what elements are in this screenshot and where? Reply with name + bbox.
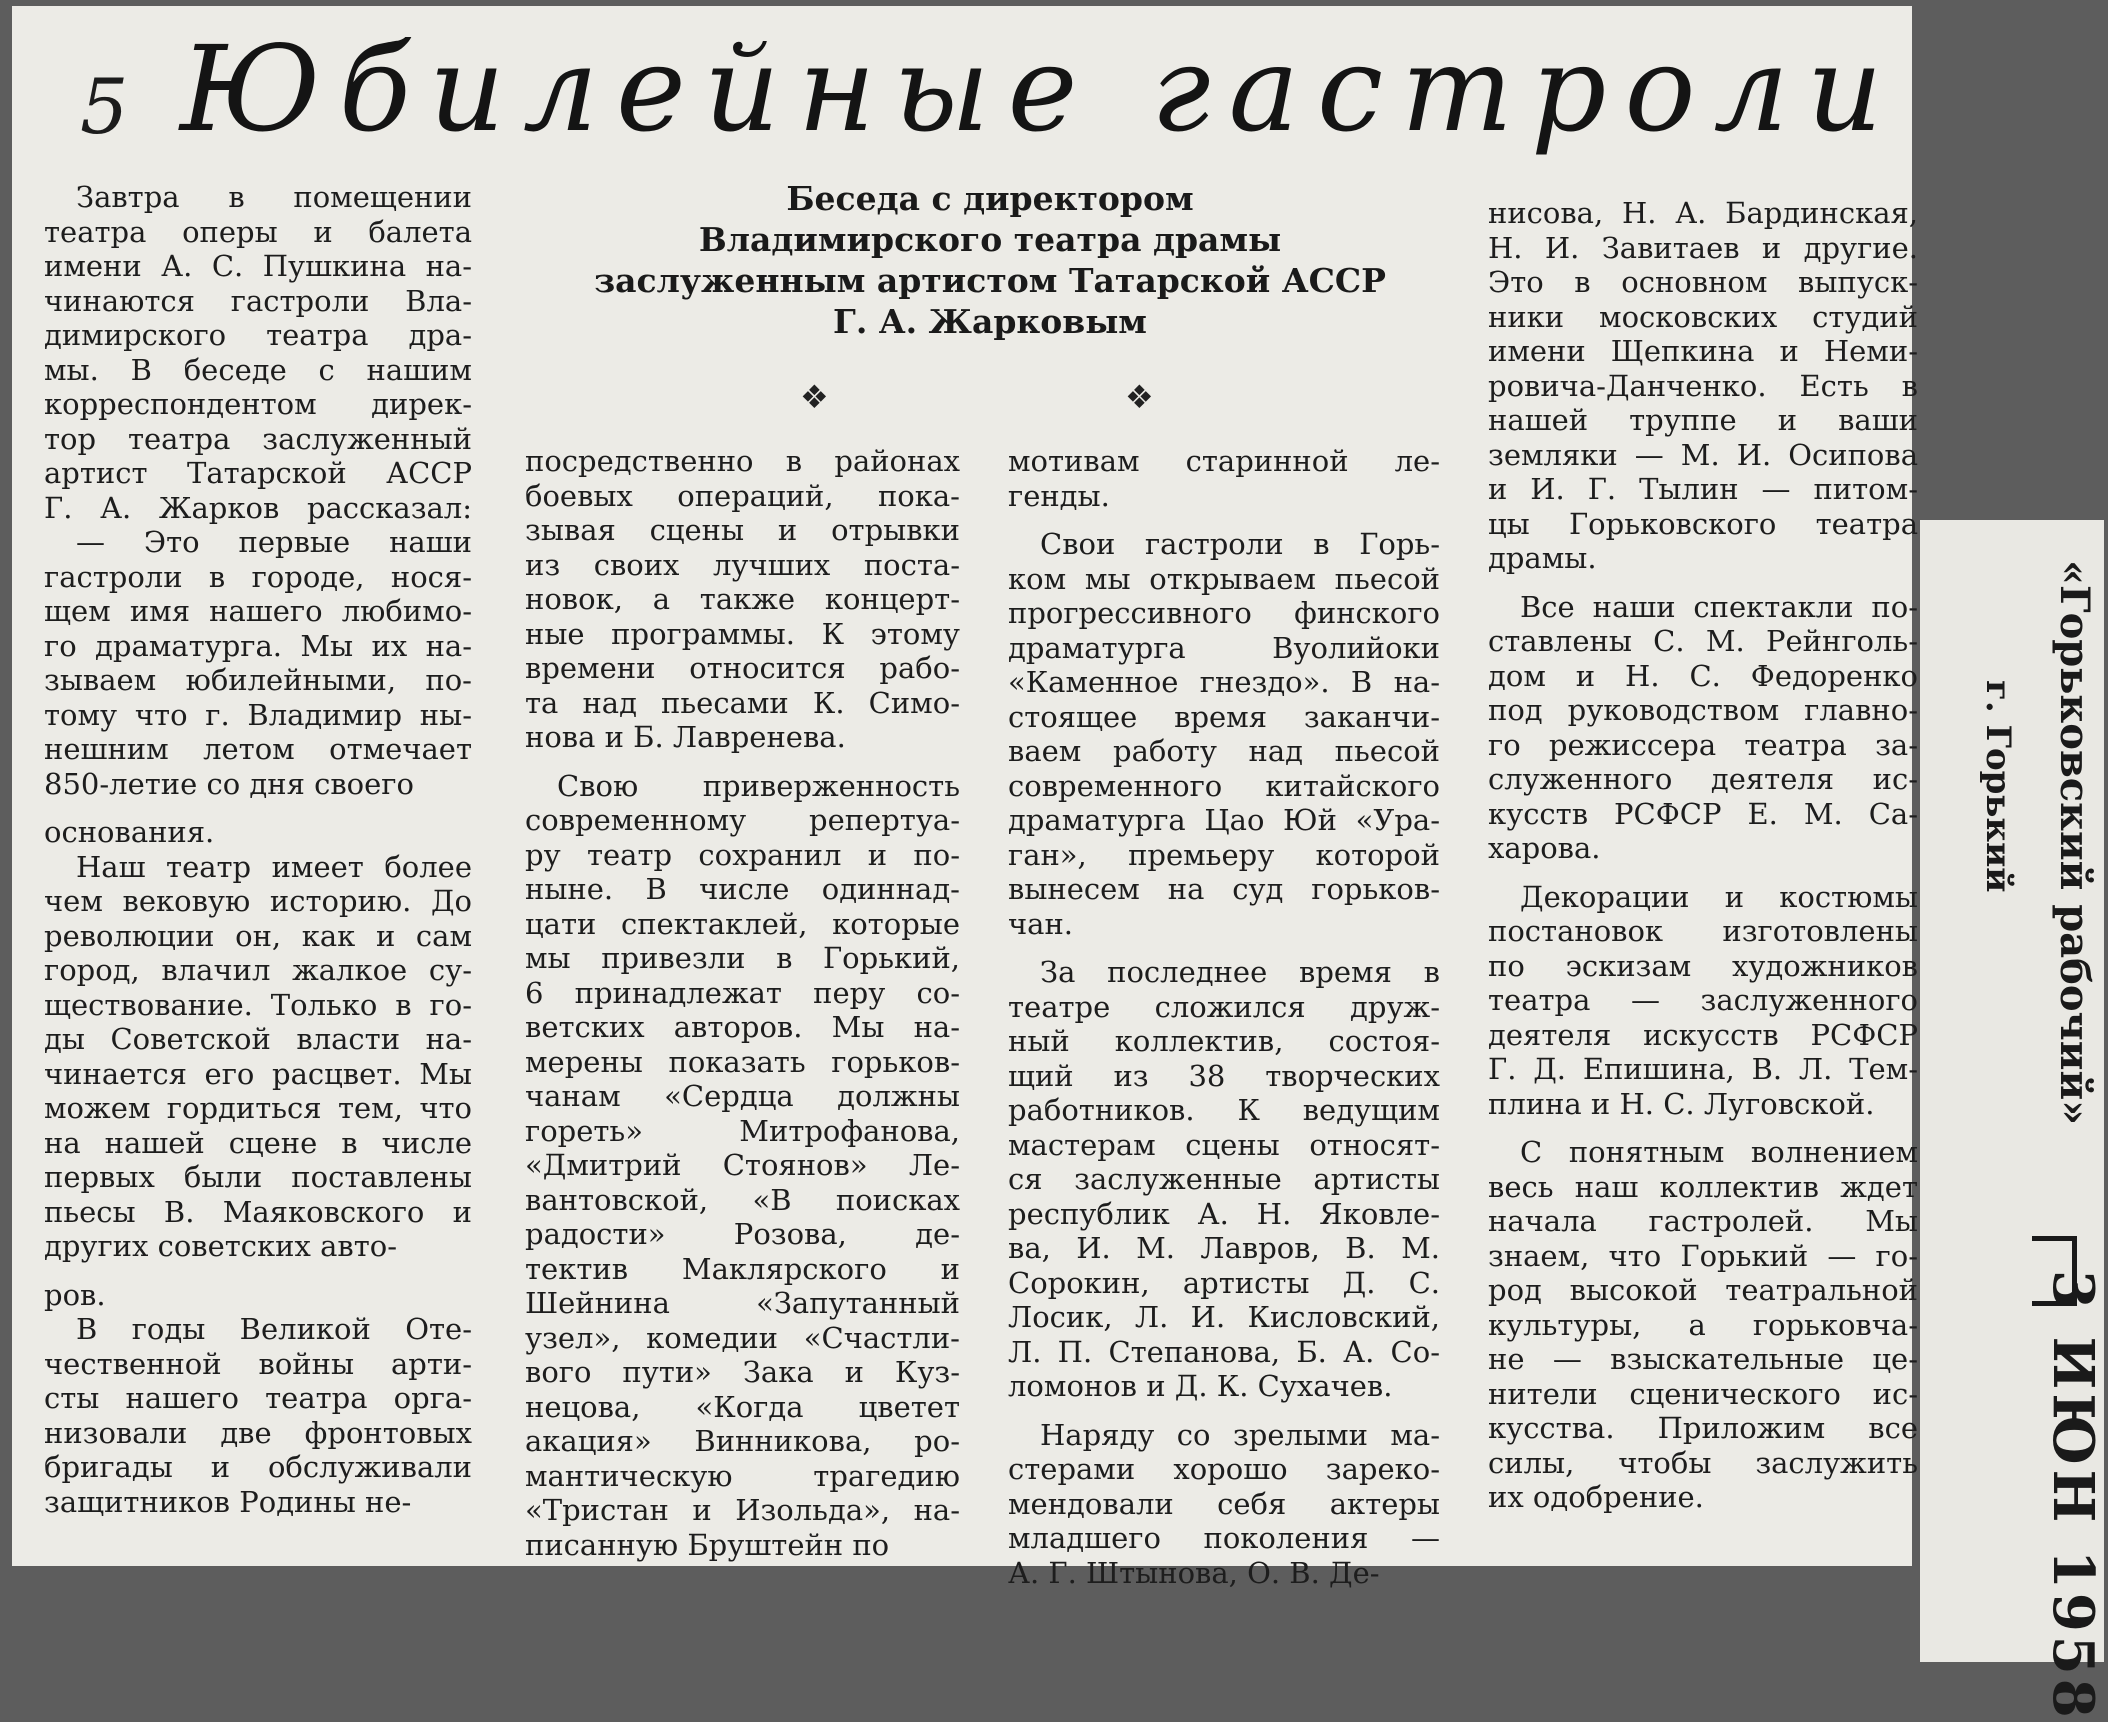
text-line: ный коллектив, состоя- bbox=[1008, 1024, 1440, 1058]
text-line: ган», премьеру которой bbox=[1008, 837, 1440, 872]
text-line: вантовской, «В поисках bbox=[525, 1182, 960, 1217]
text-line: знаем, что Горький — го- bbox=[1488, 1238, 1918, 1273]
text-line: димирского театра дра- bbox=[44, 318, 472, 352]
text-line: Наряду со зрелыми ма- bbox=[1040, 1417, 1440, 1452]
text-line: их одобрение. bbox=[1488, 1480, 1704, 1514]
text-line: ровича-Данченко. Есть в bbox=[1488, 368, 1918, 403]
text-line: Завтра в помещении bbox=[76, 180, 472, 214]
text-line: та над пьесами К. Симо- bbox=[525, 685, 960, 720]
text-line: акация» Винникова, ро- bbox=[525, 1424, 960, 1458]
text-line: других советских авто- bbox=[44, 1229, 397, 1263]
paragraph-gap bbox=[1008, 1404, 1440, 1418]
text-line: тектив Маклярского и bbox=[525, 1251, 960, 1286]
text-line: ники московских студий bbox=[1488, 299, 1918, 334]
text-line: Декорации и костюмы bbox=[1520, 879, 1918, 914]
text-line: ставлены С. М. Рейнголь- bbox=[1488, 624, 1918, 658]
text-line: посредственно в районах bbox=[525, 444, 960, 478]
text-line: ломонов и Д. К. Сухачев. bbox=[1008, 1369, 1393, 1403]
text-line: начала гастролей. Мы bbox=[1488, 1204, 1918, 1238]
text-line: Н. И. Завитаев и другие. bbox=[1488, 230, 1918, 265]
paragraph-gap bbox=[1488, 866, 1918, 880]
text-line: «Тристан и Изольда», на- bbox=[525, 1493, 960, 1527]
text-line: плина и Н. С. Луговской. bbox=[1488, 1086, 1875, 1121]
subhead-line: Беседа с директором bbox=[786, 179, 1194, 218]
text-line: драмы. bbox=[1488, 541, 1597, 575]
text-line: чинаются гастроли Вла- bbox=[44, 283, 472, 318]
text-line: артист Татарской АССР bbox=[44, 456, 472, 490]
text-line: 6 принадлежат перу со- bbox=[525, 975, 960, 1010]
text-line: нешним летом отмечает bbox=[44, 732, 472, 766]
text-line: боевых операций, пока- bbox=[525, 478, 960, 513]
text-line: — Это первые наши bbox=[76, 525, 472, 559]
text-line: мендовали себя актеры bbox=[1008, 1486, 1440, 1521]
text-line: Л. П. Степанова, Б. А. Со- bbox=[1008, 1334, 1440, 1369]
headline-text: Юбилейные гастроли bbox=[180, 20, 1901, 158]
text-line: революции он, как и сам bbox=[44, 918, 472, 953]
text-line: нисова, Н. А. Бардинская, bbox=[1488, 196, 1918, 230]
text-line: корреспондентом дирек- bbox=[44, 387, 472, 421]
text-line: цати спектаклей, которые bbox=[525, 906, 960, 941]
text-line: «Дмитрий Стоянов» Ле- bbox=[525, 1148, 960, 1182]
text-line: кусства. Приложим все bbox=[1488, 1411, 1918, 1445]
text-line: Свою приверженность bbox=[557, 768, 960, 803]
text-line: имени Щепкина и Неми- bbox=[1488, 334, 1918, 368]
text-line: гореть» Митрофанова, bbox=[525, 1113, 960, 1148]
paragraph-gap bbox=[1488, 576, 1918, 590]
text-line: не — взыскательные це- bbox=[1488, 1342, 1918, 1376]
text-line: прогрессивного финского bbox=[1008, 596, 1440, 630]
text-line: бригады и обслуживали bbox=[44, 1450, 472, 1484]
text-line: чинается его расцвет. Мы bbox=[44, 1056, 472, 1091]
subhead-line: Г. А. Жарковым bbox=[833, 302, 1147, 341]
text-line: «Каменное гнездо». В на- bbox=[1008, 665, 1440, 699]
text-line: Свои гастроли в Горь- bbox=[1040, 527, 1440, 561]
article-headline bbox=[180, 20, 1901, 158]
text-line: цы Горьковского театра bbox=[1488, 506, 1918, 541]
text-line: 850-летие со дня своего bbox=[44, 766, 414, 801]
text-line: мы. В беседе с нашим bbox=[44, 352, 472, 387]
text-line: радости» Розова, де- bbox=[525, 1217, 960, 1251]
text-line: Все наши спектакли по- bbox=[1520, 589, 1918, 624]
text-line: ваем работу над пьесой bbox=[1008, 734, 1440, 768]
text-line: мы привезли в Горький, bbox=[525, 941, 960, 975]
text-line: защитников Родины не- bbox=[44, 1484, 412, 1519]
column-2 bbox=[525, 444, 960, 1562]
column-4 bbox=[1488, 196, 1918, 1515]
text-line: времени относится рабо- bbox=[525, 651, 960, 685]
text-line: ществование. Только в го- bbox=[44, 987, 472, 1022]
text-line: го драматурга. Мы их на- bbox=[44, 628, 472, 663]
paragraph-gap bbox=[1008, 513, 1440, 527]
text-line: тор театра заслуженный bbox=[44, 421, 472, 456]
text-line: драматурга Вуолийоки bbox=[1008, 630, 1440, 665]
text-line: новок, а также концерт- bbox=[525, 582, 960, 616]
text-line: из своих лучших поста- bbox=[525, 547, 960, 582]
text-line: первых были поставлены bbox=[44, 1160, 472, 1194]
text-line: ды Советской власти на- bbox=[44, 1022, 472, 1056]
text-line: весь наш коллектив ждет bbox=[1488, 1169, 1918, 1204]
text-line: земляки — М. И. Осипова bbox=[1488, 437, 1918, 472]
text-line: Г. А. Жарков рассказал: bbox=[44, 490, 472, 525]
text-line: пьесы В. Маяковского и bbox=[44, 1194, 472, 1229]
subhead-line: заслуженным артистом Татарской АССР bbox=[594, 261, 1386, 300]
text-line: Наш театр имеет более bbox=[76, 849, 472, 884]
text-line: театра оперы и балета bbox=[44, 214, 472, 249]
text-line: деятеля искусств РСФСР bbox=[1488, 1017, 1918, 1052]
text-line: С понятным волнением bbox=[1520, 1135, 1918, 1169]
column-1 bbox=[44, 180, 472, 1519]
text-line: Лосик, Л. И. Кисловский, bbox=[1008, 1300, 1440, 1334]
text-line: театре сложился друж- bbox=[1008, 989, 1440, 1024]
text-line: щий из 38 творческих bbox=[1008, 1058, 1440, 1093]
text-line: ныне. В числе одиннад- bbox=[525, 872, 960, 906]
text-line: Шейнина «Запутанный bbox=[525, 1286, 960, 1320]
text-line: мерены показать горьков- bbox=[525, 1044, 960, 1079]
text-line: вынесем на суд горьков- bbox=[1008, 872, 1440, 906]
text-line: А. Г. Штынова, О. В. Де- bbox=[1008, 1555, 1380, 1590]
text-line: ком мы открываем пьесой bbox=[1008, 561, 1440, 596]
text-line: ров. bbox=[44, 1277, 106, 1312]
text-line: Г. Д. Епишина, В. Л. Тем- bbox=[1488, 1052, 1918, 1086]
text-line: мантическую трагедию bbox=[525, 1458, 960, 1493]
text-line: генды. bbox=[1008, 478, 1110, 513]
text-line: по эскизам художников bbox=[1488, 948, 1918, 983]
text-line: постановок изготовлены bbox=[1488, 914, 1918, 948]
text-line: ру театр сохранил и по- bbox=[525, 837, 960, 872]
text-line: За последнее время в bbox=[1040, 955, 1440, 989]
text-line: служенного деятеля ис- bbox=[1488, 762, 1918, 796]
text-line: нашей труппе и ваши bbox=[1488, 403, 1918, 437]
text-line: писанную Бруштейн по bbox=[525, 1527, 890, 1562]
text-line: ся заслуженные артисты bbox=[1008, 1162, 1440, 1196]
text-line: работников. К ведущим bbox=[1008, 1093, 1440, 1127]
column-3 bbox=[1008, 444, 1440, 1590]
text-line: род высокой театральной bbox=[1488, 1273, 1918, 1307]
text-line: сты нашего театра орга- bbox=[44, 1381, 472, 1415]
text-line: нители сценического ис- bbox=[1488, 1376, 1918, 1411]
text-line: харова. bbox=[1488, 831, 1601, 865]
paragraph-gap bbox=[1488, 1121, 1918, 1135]
text-line: стоящее время заканчи- bbox=[1008, 699, 1440, 734]
text-line: имени А. С. Пушкина на- bbox=[44, 249, 472, 283]
text-line: чан. bbox=[1008, 906, 1074, 941]
text-line: тому что г. Владимир ны- bbox=[44, 697, 472, 732]
text-line: вого пути» Зака и Куз- bbox=[525, 1355, 960, 1389]
text-line: современному репертуа- bbox=[525, 803, 960, 837]
text-line: узел», комедии «Счастли- bbox=[525, 1320, 960, 1355]
text-line: кусств РСФСР Е. М. Са- bbox=[1488, 796, 1918, 831]
text-line: чественной войны арти- bbox=[44, 1346, 472, 1381]
text-line: го режиссера театра за- bbox=[1488, 727, 1918, 762]
text-line: и И. Г. Тылин — питом- bbox=[1488, 472, 1918, 506]
text-line: город, влачил жалкое су- bbox=[44, 953, 472, 987]
text-line: силы, чтобы заслужить bbox=[1488, 1445, 1918, 1480]
stamp-date: 3 ИЮН 1958 bbox=[2040, 1270, 2106, 1722]
text-line: мотивам старинной ле- bbox=[1008, 444, 1440, 478]
text-line: Сорокин, артисты Д. С. bbox=[1008, 1265, 1440, 1300]
ornament-left: ❖ bbox=[800, 378, 829, 416]
text-line: низовали две фронтовых bbox=[44, 1415, 472, 1450]
article-subhead bbox=[510, 178, 1470, 342]
text-line: театра — заслуженного bbox=[1488, 983, 1918, 1017]
text-line: гастроли в городе, нося- bbox=[44, 559, 472, 594]
text-line: основания. bbox=[44, 815, 215, 849]
text-line: дом и Н. С. Федоренко bbox=[1488, 658, 1918, 693]
text-line: зывая сцены и отрывки bbox=[525, 513, 960, 547]
text-line: культуры, а горьковча- bbox=[1488, 1307, 1918, 1342]
stamp-newspaper-name: «Горьковский рабочий» bbox=[2051, 560, 2098, 1126]
text-line: мастерам сцены относят- bbox=[1008, 1127, 1440, 1162]
ornament-right: ❖ bbox=[1125, 378, 1154, 416]
text-line: чем вековую историю. До bbox=[44, 884, 472, 918]
text-line: нецова, «Когда цветет bbox=[525, 1389, 960, 1424]
text-line: Это в основном выпуск- bbox=[1488, 265, 1918, 299]
page-number: 5 bbox=[80, 62, 129, 151]
text-line: чанам «Сердца должны bbox=[525, 1079, 960, 1113]
text-line: можем гордиться тем, что bbox=[44, 1091, 472, 1125]
text-line: ва, И. М. Лавров, В. М. bbox=[1008, 1231, 1440, 1265]
text-line: ные программы. К этому bbox=[525, 616, 960, 651]
text-line: младшего поколения — bbox=[1008, 1521, 1440, 1555]
text-line: драматурга Цао Юй «Ура- bbox=[1008, 803, 1440, 837]
text-line: зываем юбилейными, по- bbox=[44, 663, 472, 697]
text-line: нова и Б. Лавренева. bbox=[525, 720, 846, 754]
text-line: на нашей сцене в числе bbox=[44, 1125, 472, 1160]
text-line: ветских авторов. Мы на- bbox=[525, 1010, 960, 1044]
paragraph-gap bbox=[525, 755, 960, 769]
stamp-city: г. Горький bbox=[1978, 680, 2018, 893]
subhead-line: Владимирского театра драмы bbox=[698, 220, 1282, 259]
text-line: щем имя нашего любимо- bbox=[44, 594, 472, 628]
text-line: республик А. Н. Яковле- bbox=[1008, 1196, 1440, 1231]
paragraph-gap bbox=[44, 801, 472, 815]
text-line: стерами хорошо зареко- bbox=[1008, 1452, 1440, 1486]
paragraph-gap bbox=[1008, 941, 1440, 955]
text-line: В годы Великой Оте- bbox=[76, 1312, 472, 1346]
paragraph-gap bbox=[44, 1264, 472, 1278]
text-line: под руководством главно- bbox=[1488, 693, 1918, 727]
text-line: современного китайского bbox=[1008, 768, 1440, 803]
